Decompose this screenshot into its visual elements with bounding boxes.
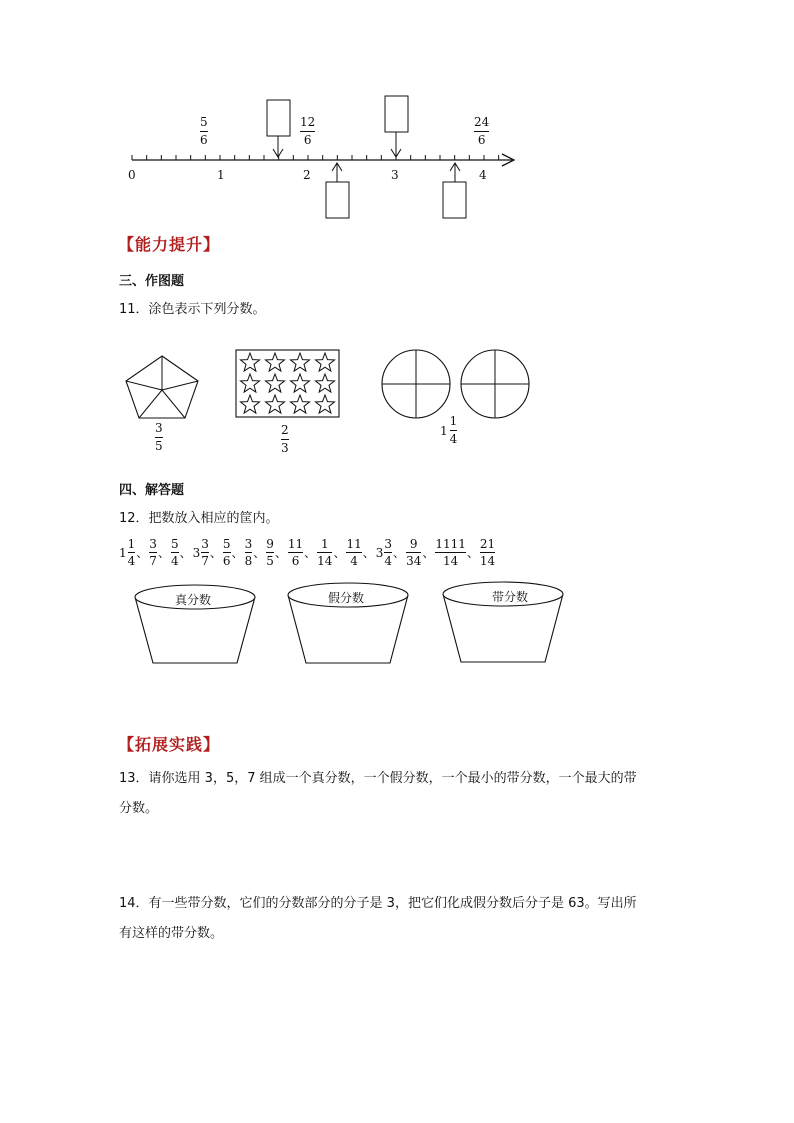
fraction-bar (149, 552, 157, 553)
fraction-bar (266, 552, 274, 553)
question-11-text: 11．涂色表示下列分数。 (119, 302, 266, 317)
number-item[interactable] (223, 537, 231, 568)
numerator: 9 (409, 537, 418, 551)
number-item[interactable] (406, 537, 421, 568)
denominator: 5 (266, 554, 274, 568)
tick-label-2: 2 (303, 168, 311, 182)
numerator: 11 (287, 537, 304, 551)
fraction (346, 537, 361, 568)
separator: 、 (304, 546, 317, 560)
whole-part: 3 (192, 545, 201, 560)
question-12-text: 12．把数放入相应的筐内。 (119, 511, 279, 526)
question-14-line-1: 14．有一些带分数，它们的分数部分的分子是 3，把它们化成假分数后分子是 63。写出所 (119, 896, 637, 911)
number-line (120, 90, 530, 230)
numerator: 3 (149, 537, 157, 551)
fraction (435, 537, 466, 568)
question-14-line-2: 有这样的带分数。 (119, 926, 224, 941)
star-icon[interactable] (240, 395, 259, 413)
star-icon[interactable] (265, 395, 284, 413)
separator: 、 (179, 546, 192, 560)
separator: 、 (274, 546, 287, 560)
fraction (171, 537, 179, 568)
separator: 、 (253, 546, 266, 560)
whole-part: 3 (375, 545, 384, 560)
fraction-5-6: 5 6 (200, 115, 208, 147)
number-item[interactable] (317, 537, 332, 568)
separator: 、 (466, 546, 479, 560)
number-line-ticks (132, 155, 499, 160)
fraction-2-3: 2 3 (281, 423, 289, 455)
numerator: 9 (266, 537, 274, 551)
numerator: 5 (222, 537, 231, 551)
basket-label-improper: 假分数 (328, 591, 365, 605)
denominator: 4 (127, 554, 136, 568)
star-icon[interactable] (290, 353, 309, 371)
fraction-3-5: 3 5 (155, 421, 163, 453)
mixed-fraction-1-1-4: 1 1 4 (440, 414, 458, 446)
answer-box-bottom-2[interactable] (443, 182, 466, 218)
denominator: 14 (317, 554, 333, 568)
fraction-bar (245, 552, 253, 553)
separator: 、 (209, 546, 222, 560)
fraction-bar (223, 552, 231, 553)
numerator: 3 (244, 537, 253, 551)
separator: 、 (157, 546, 170, 560)
question-13-line-1: 13．请你选用 3，5，7 组成一个真分数，一个假分数，一个最小的带分数，一个最大的带 (119, 771, 637, 786)
star-icon[interactable] (315, 395, 334, 413)
fraction-24-6: 24 6 (474, 115, 490, 147)
separator: 、 (362, 546, 375, 560)
separator: 、 (231, 546, 244, 560)
answer-box-top-2[interactable] (385, 96, 408, 132)
denominator: 8 (244, 554, 253, 568)
fraction-bar (288, 552, 303, 553)
separator: 、 (333, 546, 346, 560)
fraction-bar (480, 552, 495, 553)
number-item[interactable] (480, 537, 495, 568)
denominator: 4 (170, 554, 179, 568)
answer-box-bottom-1[interactable] (326, 182, 349, 218)
separator: 、 (422, 546, 435, 560)
number-item[interactable] (266, 537, 274, 568)
fraction-bar (384, 552, 392, 553)
fraction-bar (346, 552, 361, 553)
stars-figure[interactable] (235, 349, 341, 419)
star-icon[interactable] (240, 374, 259, 392)
section-ability-heading: 【能力提升】 (118, 235, 221, 254)
denominator: 14 (442, 554, 459, 568)
fraction (245, 537, 253, 568)
tick-label-1: 1 (217, 168, 225, 182)
number-item[interactable] (119, 537, 135, 568)
denominator: 4 (384, 554, 393, 568)
whole-part: 1 (119, 545, 127, 560)
separator: 、 (136, 546, 149, 560)
denominator: 7 (201, 554, 209, 568)
fraction-bar (128, 552, 136, 553)
number-item[interactable] (245, 537, 253, 568)
denominator: 6 (222, 554, 231, 568)
star-icon[interactable] (315, 353, 334, 371)
number-item[interactable] (193, 537, 209, 568)
fraction (480, 537, 495, 568)
denominator: 6 (291, 554, 300, 568)
fraction (384, 537, 392, 568)
star-icon[interactable] (315, 374, 334, 392)
number-item[interactable] (288, 537, 303, 568)
number-item[interactable] (435, 537, 466, 568)
fraction (149, 537, 157, 568)
star-icon[interactable] (265, 353, 284, 371)
star-icon[interactable] (240, 353, 259, 371)
fraction-bar (406, 552, 421, 553)
tick-label-0: 0 (128, 168, 136, 182)
numerator: 3 (384, 537, 393, 551)
fraction (201, 537, 209, 568)
denominator: 4 (350, 554, 358, 568)
number-item[interactable] (149, 537, 157, 568)
fraction-12-6: 12 6 (300, 115, 316, 147)
separator: 、 (393, 546, 406, 560)
fraction (266, 537, 274, 568)
numerator: 11 (346, 537, 362, 551)
numerator: 1 (320, 537, 329, 551)
numerator: 5 (170, 537, 179, 551)
numerator: 1 (127, 537, 136, 551)
section-3-title: 三、作图题 (119, 274, 185, 289)
denominator: 34 (406, 554, 422, 568)
fraction-bar (201, 552, 209, 553)
numerator: 3 (201, 537, 209, 551)
number-item[interactable] (346, 537, 361, 568)
number-item[interactable] (376, 537, 392, 568)
fraction-bar (435, 552, 466, 553)
tick-label-3: 3 (391, 168, 399, 182)
fraction (128, 537, 136, 568)
number-item[interactable] (171, 537, 179, 568)
pentagon-figure[interactable] (124, 354, 200, 420)
section-4-title: 四、解答题 (119, 483, 185, 498)
circles-figure[interactable] (380, 348, 532, 422)
section-extend-heading: 【拓展实践】 (118, 735, 221, 754)
fraction-bar (317, 552, 332, 553)
basket-label-proper: 真分数 (175, 593, 212, 607)
numerator: 1111 (435, 537, 466, 551)
question-13-line-2: 分数。 (119, 801, 159, 816)
fraction (223, 537, 231, 568)
basket-label-mixed: 带分数 (492, 590, 529, 604)
answer-box-top-1[interactable] (267, 100, 290, 136)
fraction (288, 537, 303, 568)
star-icon[interactable] (290, 395, 309, 413)
denominator: 14 (479, 554, 496, 568)
numbers-to-sort (119, 537, 495, 568)
fraction-bar (171, 552, 179, 553)
star-icon[interactable] (290, 374, 309, 392)
fraction (317, 537, 332, 568)
star-icon[interactable] (265, 374, 284, 392)
numerator: 21 (479, 537, 496, 551)
denominator: 7 (149, 554, 157, 568)
fraction (406, 537, 421, 568)
tick-label-4: 4 (479, 168, 487, 182)
